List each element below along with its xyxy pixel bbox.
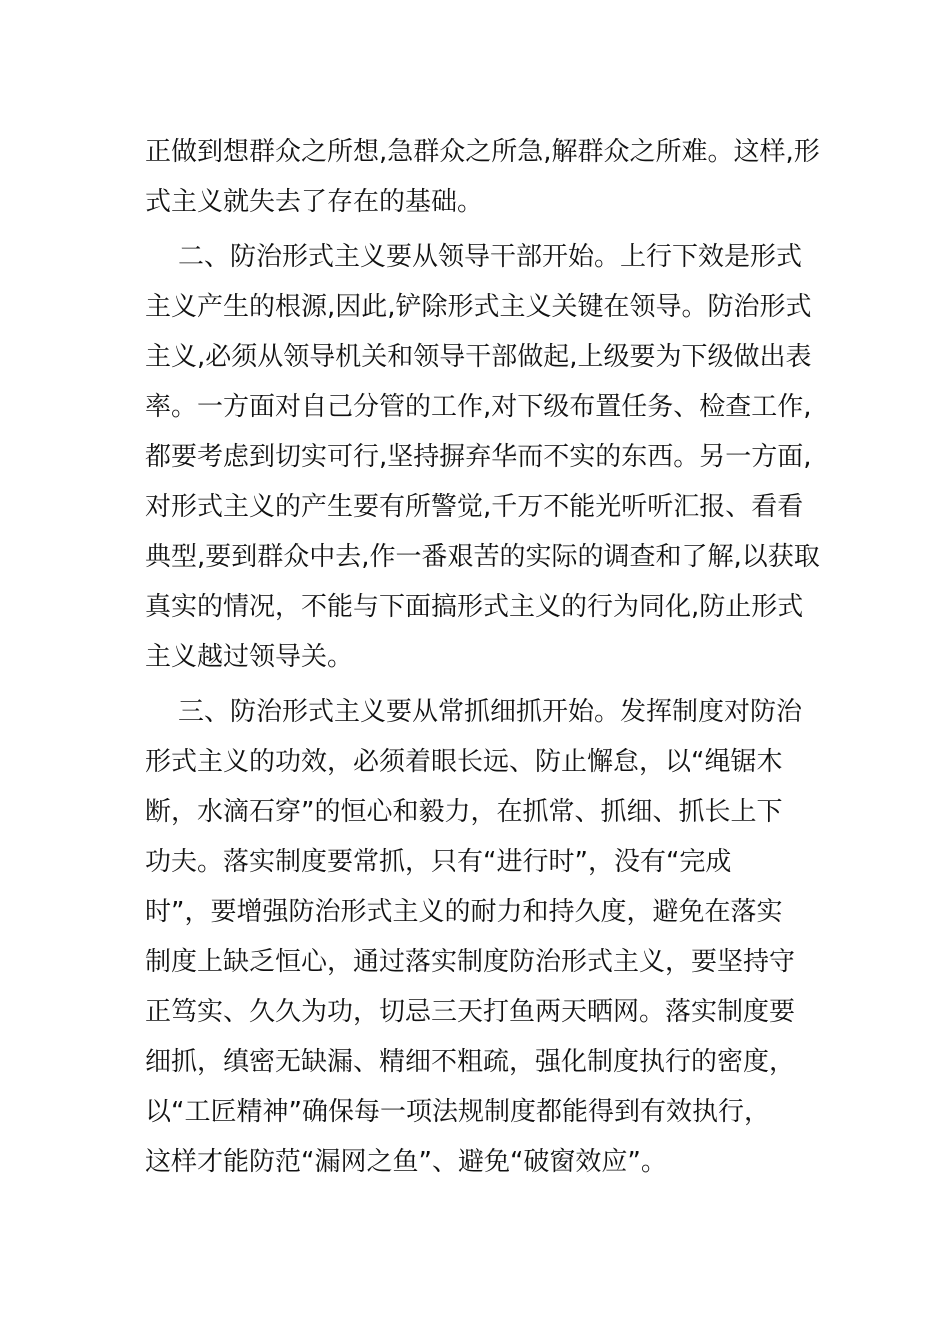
text-line: 断，水滴石穿”的恒心和毅力，在抓常、抓细、抓长上下 bbox=[145, 797, 783, 827]
text-line: 正做到想群众之所想,急群众之所急,解群众之所难。这样,形 bbox=[145, 137, 820, 167]
text-line: 主义产生的根源,因此,铲除形式主义关键在领导。防治形式 bbox=[145, 292, 812, 322]
paragraph-2 bbox=[145, 232, 820, 682]
text-line: 都要考虑到切实可行,坚持摒弃华而不实的东西。另一方面, bbox=[145, 442, 812, 472]
text-line: 主义,必须从领导机关和领导干部做起,上级要为下级做出表 bbox=[145, 342, 812, 372]
text-line: 以“工匠精神”确保每一项法规制度都能得到有效执行， bbox=[145, 1097, 770, 1127]
paragraph-1 bbox=[145, 127, 820, 227]
text-line: 形式主义的功效，必须着眼长远、防止懈怠，以“绳锯木 bbox=[145, 747, 783, 777]
text-line: 对形式主义的产生要有所警觉,千万不能光听听汇报、看看 bbox=[145, 492, 804, 522]
text-line: 二、防治形式主义要从领导干部开始。上行下效是形式 bbox=[145, 242, 803, 272]
text-line: 真实的情况，不能与下面搞形式主义的行为同化,防止形式 bbox=[145, 592, 804, 622]
text-line: 式主义就失去了存在的基础。 bbox=[145, 187, 484, 217]
text-line: 这样才能防范“漏网之鱼”、避免“破窗效应”。 bbox=[145, 1147, 667, 1177]
paragraph-3 bbox=[145, 687, 805, 1187]
text-line: 制度上缺乏恒心，通过落实制度防治形式主义，要坚持守 bbox=[145, 947, 796, 977]
text-line: 正笃实、久久为功，切忌三天打鱼两天晒网。落实制度要 bbox=[145, 997, 796, 1027]
text-line: 典型,要到群众中去,作一番艰苦的实际的调查和了解,以获取 bbox=[145, 542, 820, 572]
text-line: 细抓，缜密无缺漏、精细不粗疏，强化制度执行的密度， bbox=[145, 1047, 796, 1077]
text-line: 三、防治形式主义要从常抓细抓开始。发挥制度对防治 bbox=[145, 697, 803, 727]
text-line: 率。一方面对自己分管的工作,对下级布置任务、检查工作, bbox=[145, 392, 812, 422]
text-line: 主义越过领导关。 bbox=[145, 642, 354, 672]
text-line: 时”，要增强防治形式主义的耐力和持久度，避免在落实 bbox=[145, 897, 783, 927]
text-line: 功夫。落实制度要常抓，只有“进行时”，没有“完成 bbox=[145, 847, 732, 877]
